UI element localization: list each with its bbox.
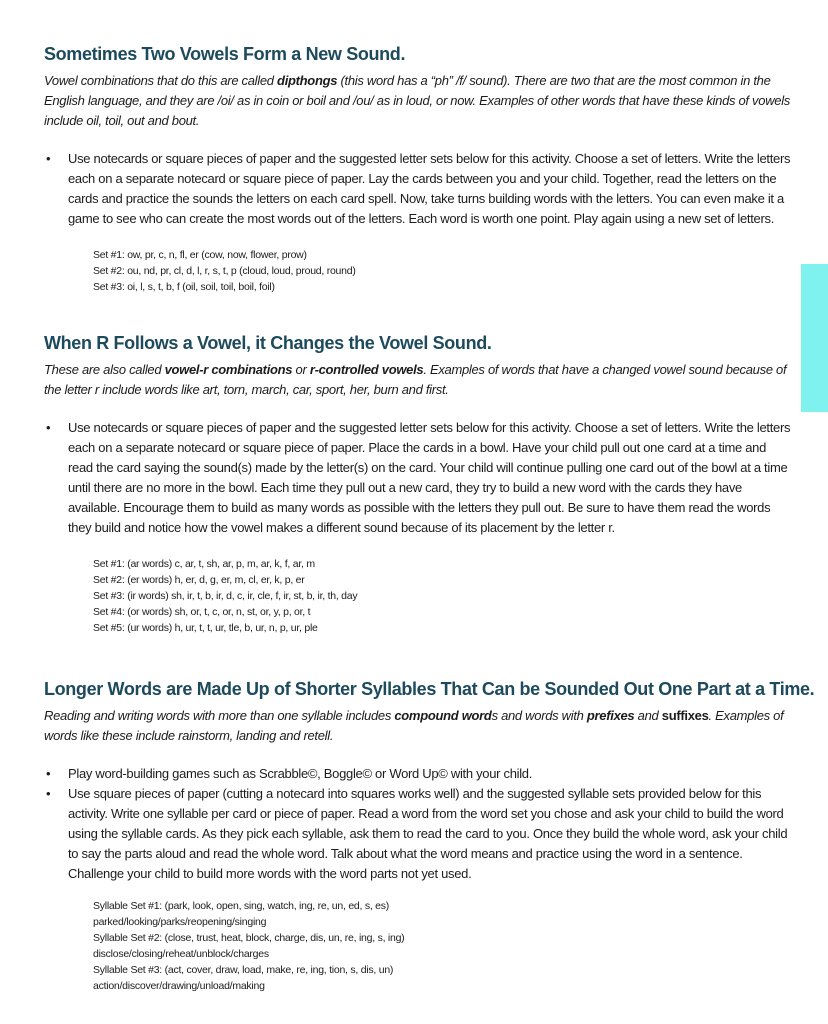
syllable-set-line: Syllable Set #1: (park, look, open, sing, watch, ing, re, un, ed, s, es): [93, 900, 390, 912]
intro-bold-term: vowel-r combinations: [164, 362, 293, 377]
section-title: Longer Words are Made Up of Shorter Syllables That Can be Sounded Out One Part at a Time.: [44, 679, 815, 699]
letter-sets: [93, 556, 792, 636]
intro-text: s and words with: [491, 708, 587, 723]
side-tab-marker: [801, 264, 828, 412]
letter-set-line: Set #3: oi, l, s, t, b, f (oil, soil, toil, boil, foil): [93, 281, 275, 293]
intro-text: Reading and writing words with more than one syllable includes: [44, 708, 395, 723]
syllable-set-line: action/discover/drawing/unload/making: [93, 980, 265, 992]
letter-set-line: Set #1: ow, pr, c, n, fl, er (cow, now, flower, prow): [93, 249, 307, 261]
intro-text: Vowel combinations that do this are called: [44, 73, 278, 88]
section-diphthongs: [44, 43, 792, 295]
bullet-icon: •: [46, 151, 51, 166]
syllable-set-line: parked/looking/parks/reopening/singing: [93, 916, 267, 928]
list-item: [44, 764, 792, 784]
intro-bold-term: prefixes: [586, 708, 635, 723]
intro-bold-term: compound word: [394, 708, 492, 723]
intro-bold-term: suffixes: [661, 708, 709, 723]
activity-list: [44, 418, 792, 538]
list-item: [44, 418, 792, 538]
section-syllables: [44, 678, 815, 994]
list-item-text: Play word-building games such as Scrabble©, Boggle© or Word Up© with your child.: [68, 766, 533, 781]
bullet-icon: •: [46, 786, 51, 801]
activity-list: [44, 764, 792, 884]
list-item-text: Use notecards or square pieces of paper and the suggested letter sets below for this activity. Choose a set of letters. Write the letters each on a separate notecard or square piece of paper. Place the cards in a bowl. Have your child pull out one card at a time and read the card saying the sound(s) made by the letter(s) on the card. Your child will continue pulling one card out of the bowl at a time until there are no more in the bowl. Each time they pull out a new card, they try to build a new word with the cards they have available. Encourage them to build as many words as possible with the letters they pull out. Be sure to have them read the words they build and notice how the vowel makes a different sound because of its placement by the letter r.: [68, 420, 791, 535]
section-r-controlled: [44, 332, 792, 636]
letter-set-line: Set #2: ou, nd, pr, cl, d, l, r, s, t, p (cloud, loud, proud, round): [93, 265, 356, 277]
section-intro: [44, 360, 792, 400]
bullet-icon: •: [46, 420, 51, 435]
syllable-set-line: Syllable Set #3: (act, cover, draw, load, make, re, ing, tion, s, dis, un): [93, 964, 394, 976]
section-intro: [44, 706, 792, 746]
letter-set-line: Set #2: (er words) h, er, d, g, er, m, cl, er, k, p, er: [93, 574, 305, 586]
letter-set-line: Set #5: (ur words) h, ur, t, t, ur, tle, b, ur, n, p, ur, ple: [93, 622, 318, 634]
bullet-icon: •: [46, 766, 51, 781]
syllable-set-line: disclose/closing/reheat/unblock/charges: [93, 948, 269, 960]
list-item: [44, 784, 792, 884]
letter-set-line: Set #3: (ir words) sh, ir, t, b, ir, d, c, ir, cle, f, ir, st, b, ir, th, day: [93, 590, 358, 602]
intro-text: . Examples of words that have a changed vowel sound because of the letter r include words like art, torn, march, car, sport, her, burn and first.: [44, 362, 787, 397]
intro-bold-term: r-controlled vowels: [309, 362, 424, 377]
letter-set-line: Set #1: (ar words) c, ar, t, sh, ar, p, m, ar, k, f, ar, m: [93, 558, 315, 570]
syllable-set-line: Syllable Set #2: (close, trust, heat, block, charge, dis, un, re, ing, s, ing): [93, 932, 405, 944]
list-item-text: Use square pieces of paper (cutting a notecard into squares works well) and the suggested syllable sets provided below for this activity. Write one syllable per card or piece of paper. Read a word from the word set you chose and ask your child to build the word using the syllable cards. As they pick each syllable, ask them to read the card to you. Once they build the whole word, ask your child to say the parts aloud and read the whole word. Talk about what the word means and practice using the word in a sentence. Challenge your child to build more words with the word parts not yet used.: [68, 786, 788, 881]
section-intro: [44, 71, 792, 131]
syllable-sets: [93, 898, 792, 994]
activity-list: [44, 149, 792, 229]
intro-text: and: [634, 708, 662, 723]
letter-sets: [93, 247, 792, 295]
list-item: [44, 149, 792, 229]
section-title: When R Follows a Vowel, it Changes the Vowel Sound.: [44, 333, 492, 353]
intro-text: These are also called: [44, 362, 165, 377]
intro-text: (this word has a “ph” /f/ sound). There are two that are the most common in the English language, and they are /oi/ as in coin or boil and /ou/ as in loud, or now. Examples of other words that have these kinds of vowels include oil, toil, out and bout.: [44, 73, 790, 128]
section-title: Sometimes Two Vowels Form a New Sound.: [44, 44, 406, 64]
letter-set-line: Set #4: (or words) sh, or, t, c, or, n, st, or, y, p, or, t: [93, 606, 311, 618]
intro-text: . Examples of words like these include rainstorm, landing and retell.: [44, 708, 784, 743]
intro-bold-term: dipthongs: [277, 73, 338, 88]
intro-text: or: [292, 362, 310, 377]
list-item-text: Use notecards or square pieces of paper and the suggested letter sets below for this activity. Choose a set of letters. Write the letters each on a separate notecard or square piece of paper. Lay the cards between you and your child. Together, read the letters on the cards and practice the sounds the letters on each card spell. Now, take turns building words with the letters. You can even make it a game to see who can create the most words out of the letters. Each word is worth one point. Play again using a new set of letters.: [68, 151, 791, 226]
